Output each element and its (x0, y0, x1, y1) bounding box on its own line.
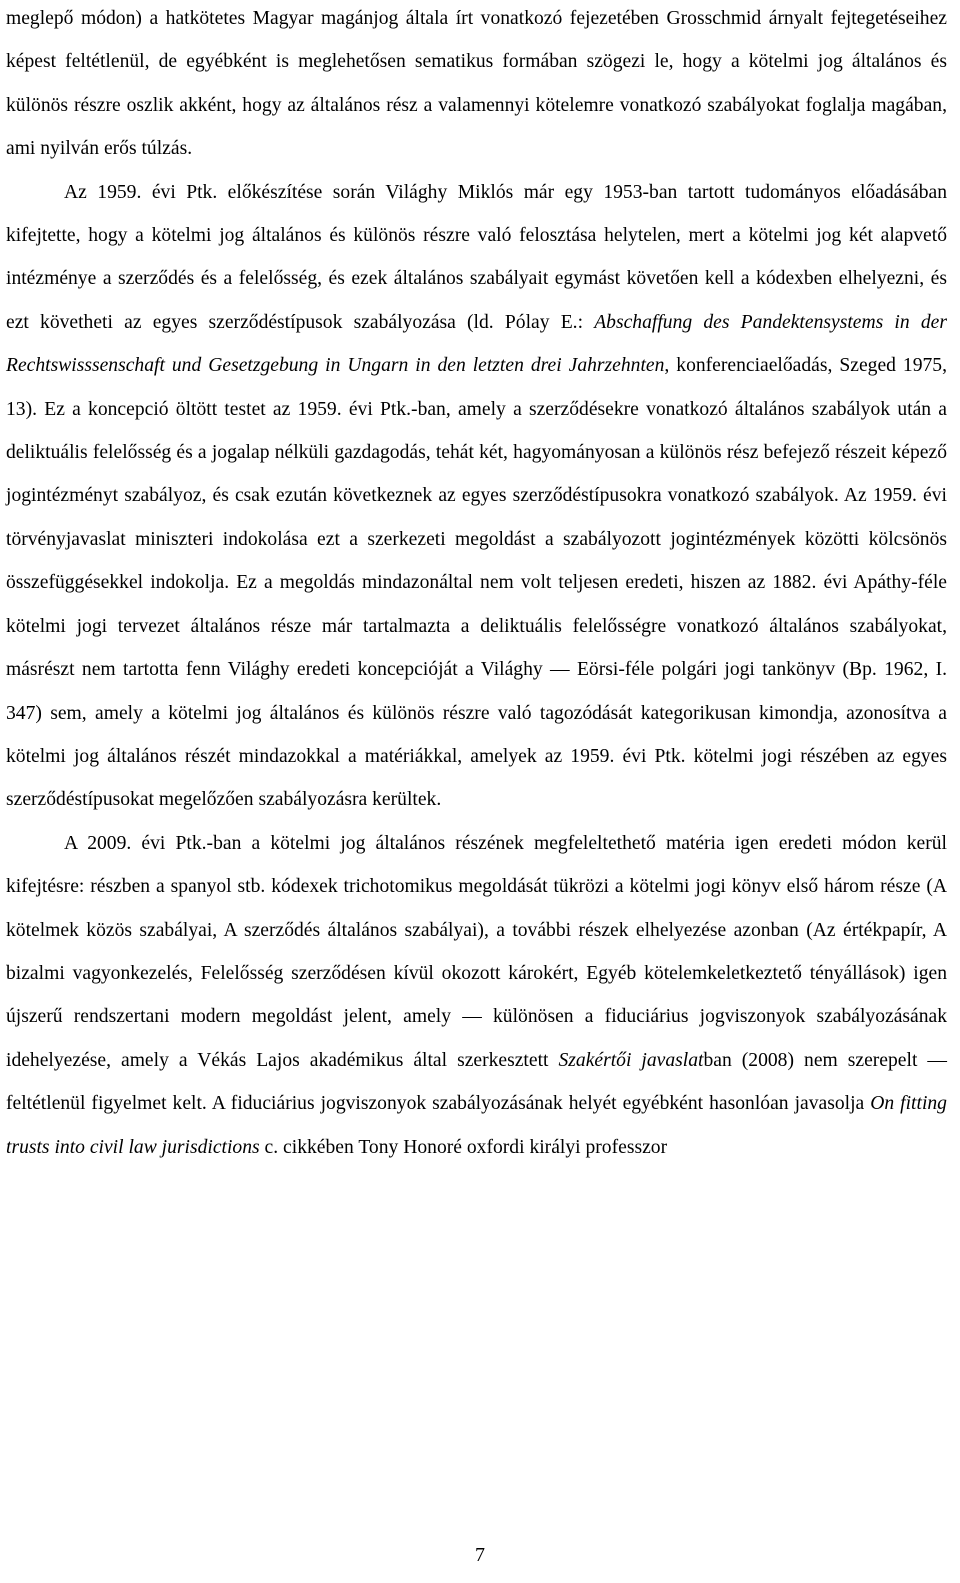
paragraph-1 (6, 0, 947, 171)
paragraph-1-text: meglepő módon) a hatkötetes Magyar magánjog általa írt vonatkozó fejezetében Grosschmid árnyalt fejtegetéseihez képest feltétlenül, de egyébként is meglehetősen sematikus formában szögezi le, hogy a kötelmi jog általános és különös részre oszlik akként, hogy az általános rész a valamennyi kötelemre vonatkozó szabályokat foglalja magában, ami nyilván erős túlzás. (6, 8, 947, 160)
paragraph-3-text: A 2009. évi Ptk.-ban a kötelmi jog általános részének megfeleltethető matéria igen eredeti módon kerül kifejtésre: részben a spanyol stb. kódexek trichotomikus megoldását tükrözi a kötelmi jogi könyv első három része (A kötelmek közös szabályai, A szerződés általános szabályai), a további részek elhelyezése azonban (Az értékpapír, A bizalmi vagyonkezelés, Felelősség szerződésen kívül okozott károkért, Egyéb kötelemkeletkeztető tényállások) igen újszerű rendszertani modern megoldást jelent, amely — különösen a fiduciárius jogviszonyok szabályozásának idehelyezése, amely a Vékás Lajos akadémikus által szerkesztett (6, 832, 947, 1071)
paragraph-3-italic-title: Szakértői javaslat (558, 1049, 704, 1071)
paragraph-3-text-continued: ban (2008) nem szerepelt — feltétlenül figyelmet kelt. A fiduciárius jogviszonyok szabályozásának helyét egyébként hasonlóan javasolja (6, 1049, 947, 1115)
paragraph-3-text-end: c. cikkében Tony Honoré oxfordi királyi professzor (259, 1136, 668, 1158)
paragraph-3 (6, 822, 947, 1169)
paragraph-2 (6, 171, 947, 822)
document-body (6, 0, 947, 1169)
paragraph-2-text-continued: , konferenciaelőadás, Szeged 1975, 13). Ez a koncepció öltött testet az 1959. évi Ptk.-ban, amely a szerződésekre vonatkozó általános szabályok után a deliktuális felelősség és a jogalap nélküli gazdagodás, tehát két, hagyományosan a különös rész befejező részeit képező jogintézményt szabályoz, és csak ezután következnek az egyes szerződéstípusokra vonatkozó szabályok. Az 1959. évi törvényjavaslat miniszteri indokolása ezt a szerkezeti megoldást a szabályozott jogintézmények közötti kölcsönös összefüggésekkel indokolja. Ez a megoldás mindazonáltal nem volt teljesen eredeti, hiszen az 1882. évi Apáthy-féle kötelmi jogi tervezet általános része már tartalmazta a deliktuális felelősségre vonatkozó általános szabályokat, másrészt nem tartotta fenn Világhy eredeti koncepcióját a Világhy — Eörsi-féle polgári jogi tankönyv (Bp. 1962, I. 347) sem, amely a kötelmi jog általános és különös részre való tagozódását kategorikusan kimondja, azonosítva a kötelmi jog általános részét mindazokkal a matériákkal, amelyek az 1959. évi Ptk. kötelmi jogi részében az egyes szerződéstípusokat megelőzően szabályozásra kerültek. (6, 355, 947, 811)
paragraph-2-citation-title: Abschaffung des Pandektensystems in der Rechtswisssenschaft und Gesetzgebung in Ungarn in den letzten drei Jahrzehnten (6, 311, 947, 377)
paragraph-3-article-title: On fitting trusts into civil law jurisdictions (6, 1093, 947, 1158)
page-number: 7 (475, 1544, 485, 1566)
paragraph-2-text: Az 1959. évi Ptk. előkészítése során Világhy Miklós már egy 1953-ban tartott tudományos előadásában kifejtette, hogy a kötelmi jog általános és különös részre való felosztása helytelen, mert a kötelmi jog két alapvető intézménye a szerződés és a felelősség, és ezek általános szabályait egymást követően kell a kódexben elhelyezni, és ezt követheti az egyes szerződéstípusok szabályozása (ld. Pólay E.: (6, 181, 947, 333)
